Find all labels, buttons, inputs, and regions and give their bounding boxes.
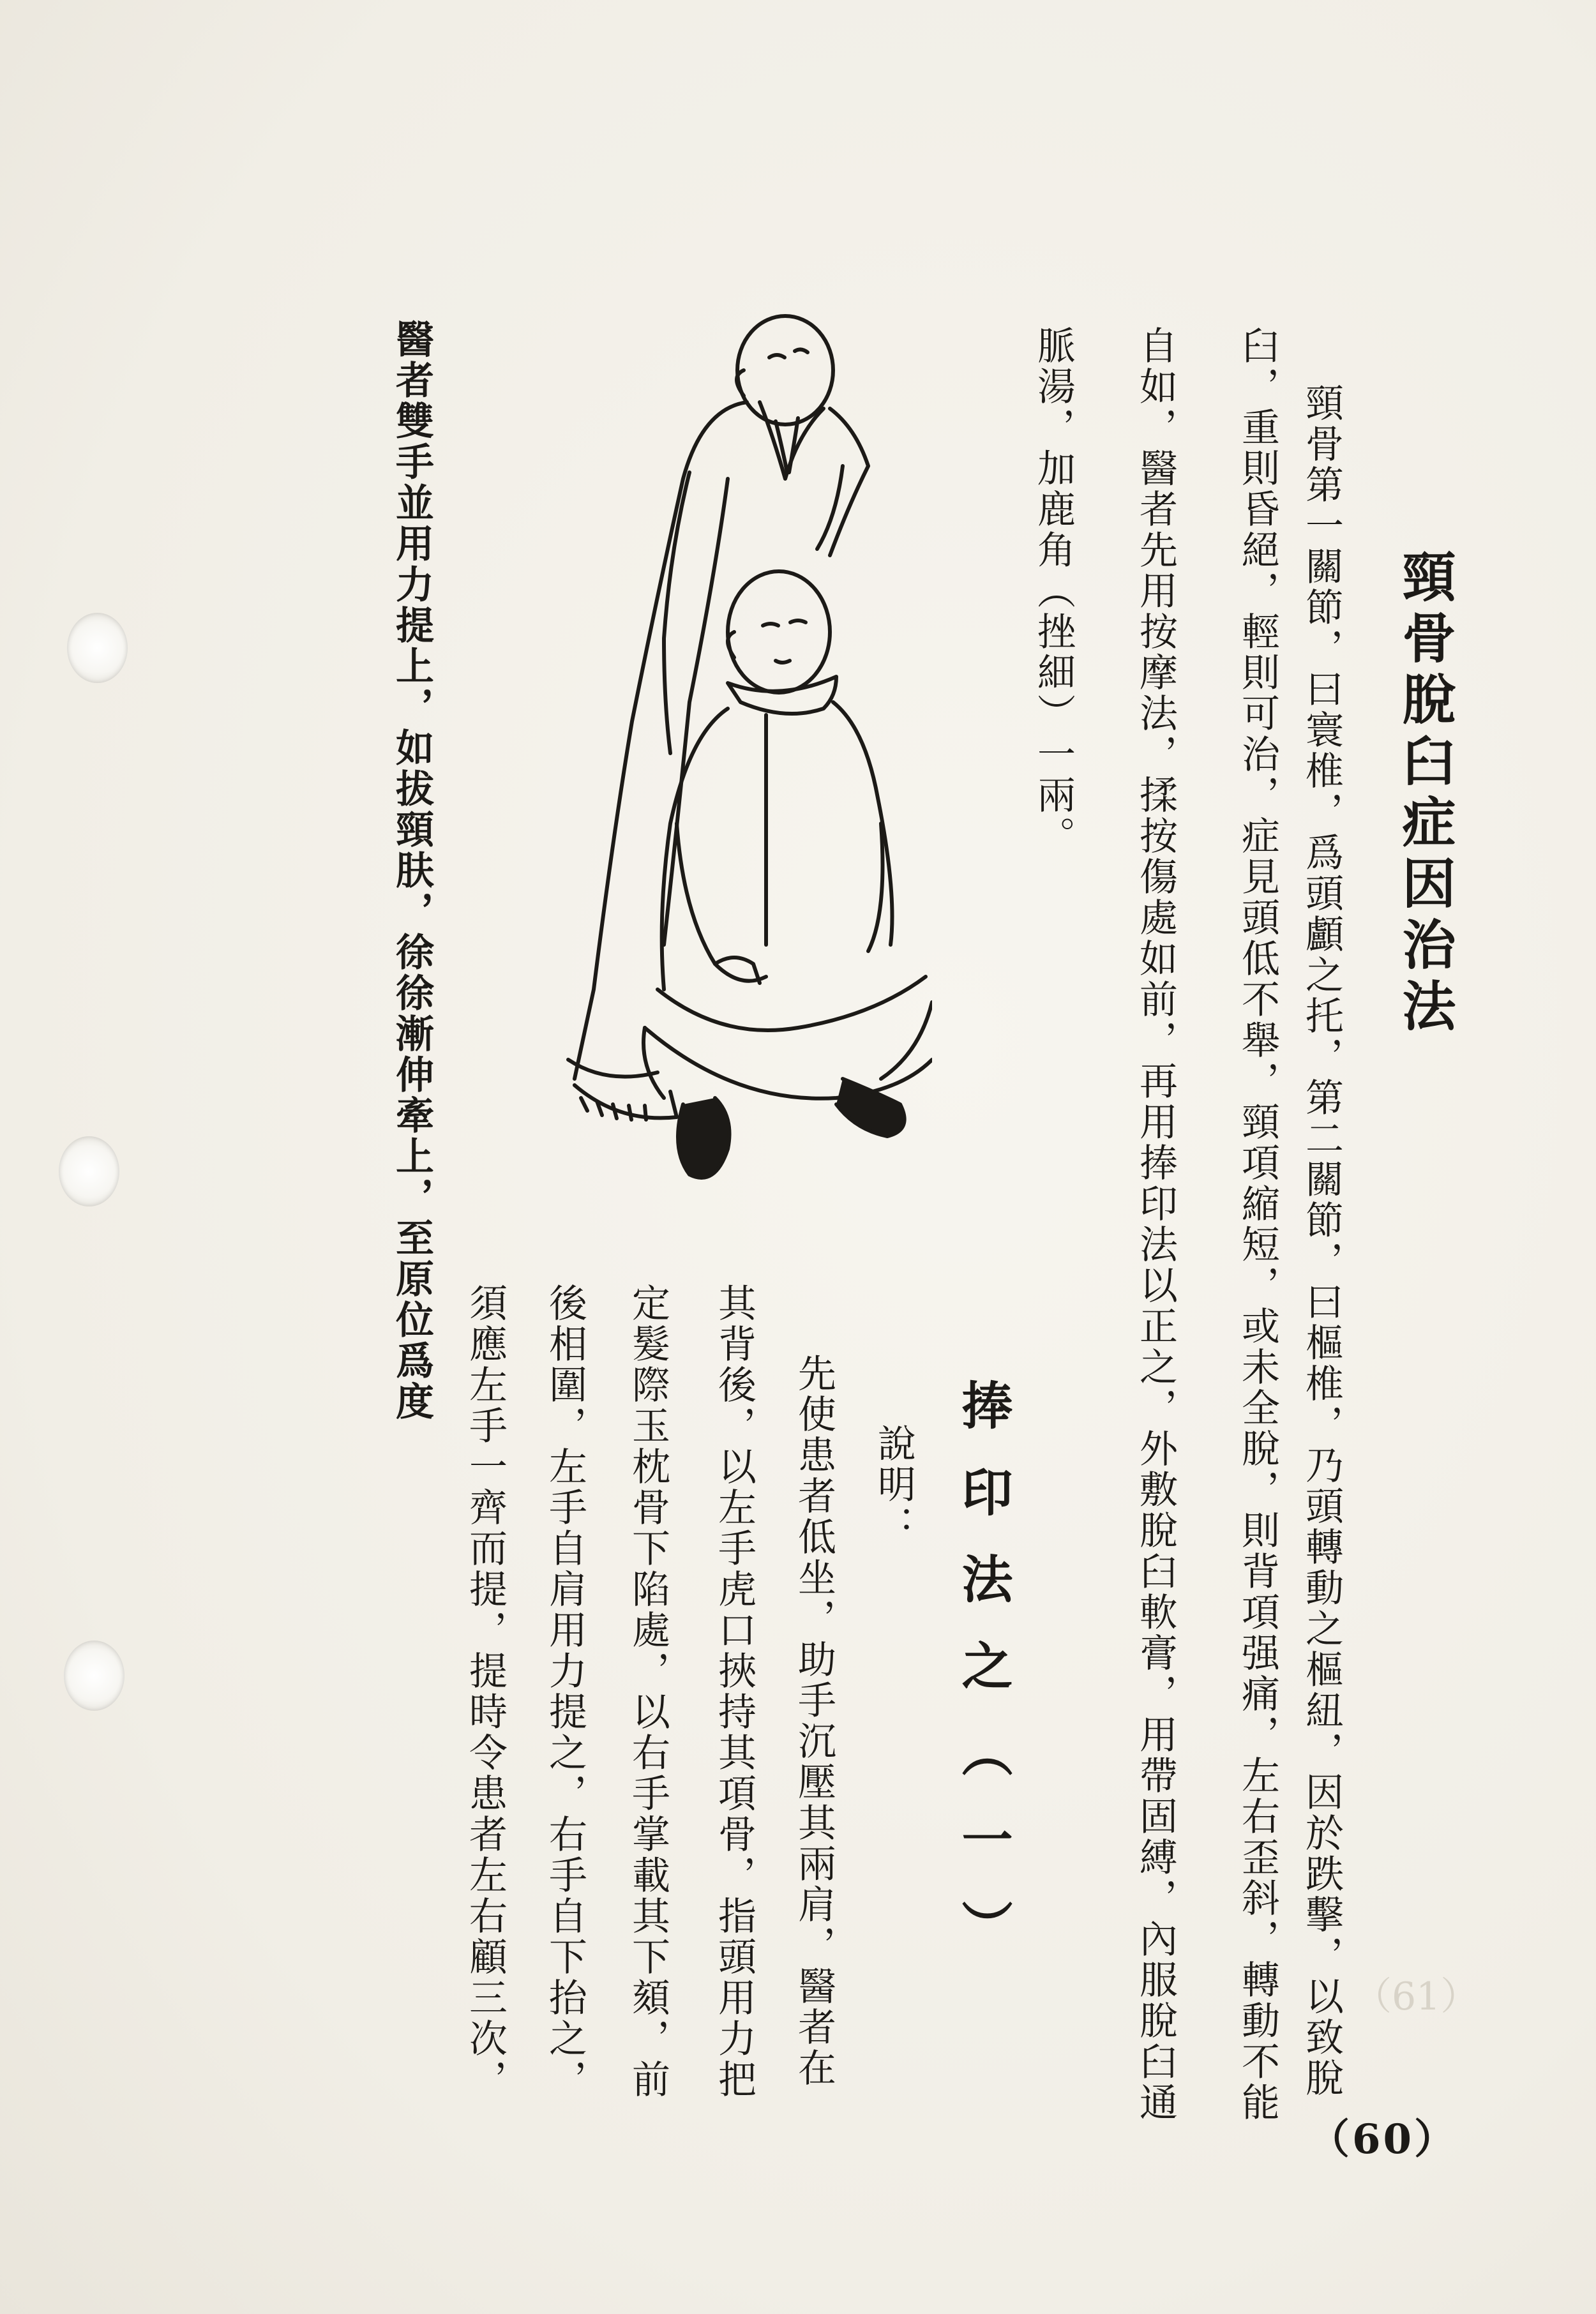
punch-hole-middle [59,1136,119,1206]
paragraph1-line-4: 脈湯，加鹿角（挫細）一兩。 [1031,326,1076,857]
illustration-caption: 醫者雙手並用力提上，如拔頸肤，徐徐漸伸牽上，至原位爲度 [389,319,434,1422]
paragraph2-line-2: 其背後，以左手虎口挾持其項骨，指頭用力把 [712,1283,757,2100]
paragraph1-line-1: 頸骨第一關節，曰寰椎，爲頭顱之托，第二關節，曰樞椎，乃頭轉動之樞紐，因於跌擊，以致脫 [1299,383,1344,2099]
section-subtitle: 捧印法之（一） [953,1379,1013,1987]
paragraph2-line-3: 定髮際玉枕骨下陷處，以右手掌載其下頦，前 [626,1283,670,2100]
page-title: 頸骨脫臼症因治法 [1394,549,1457,1039]
paragraph1-line-3: 自如，醫者先用按摩法，揉按傷處如前，再用捧印法以正之，外敷脫臼軟膏，用帶固縛，內服脫臼通 [1133,326,1178,2123]
explanation-label: 說明： [871,1424,916,1546]
paragraph1-line-2: 臼，重則昏絕，輕則可治，症見頭低不舉，頸項縮短，或未全脫，則背項强痛，左右歪斜，轉動不能 [1235,326,1280,2123]
punch-hole-top [67,613,128,683]
paragraph2-line-4: 後相圍，左手自肩用力提之，右手自下抬之， [543,1283,587,2100]
bleed-through-page-number: （61） [1353,1974,1479,2019]
punch-hole-bottom [64,1641,124,1711]
paragraph2-line-1: 先使患者低坐，助手沉壓其兩肩，醫者在 [792,1353,836,2089]
paragraph2-line-5: 須應左手一齊而提，提時令患者左右顧三次， [463,1283,508,2100]
page-number: （60） [1309,2115,1458,2163]
doctor-lifting-patient-neck-illustration [485,300,932,1238]
